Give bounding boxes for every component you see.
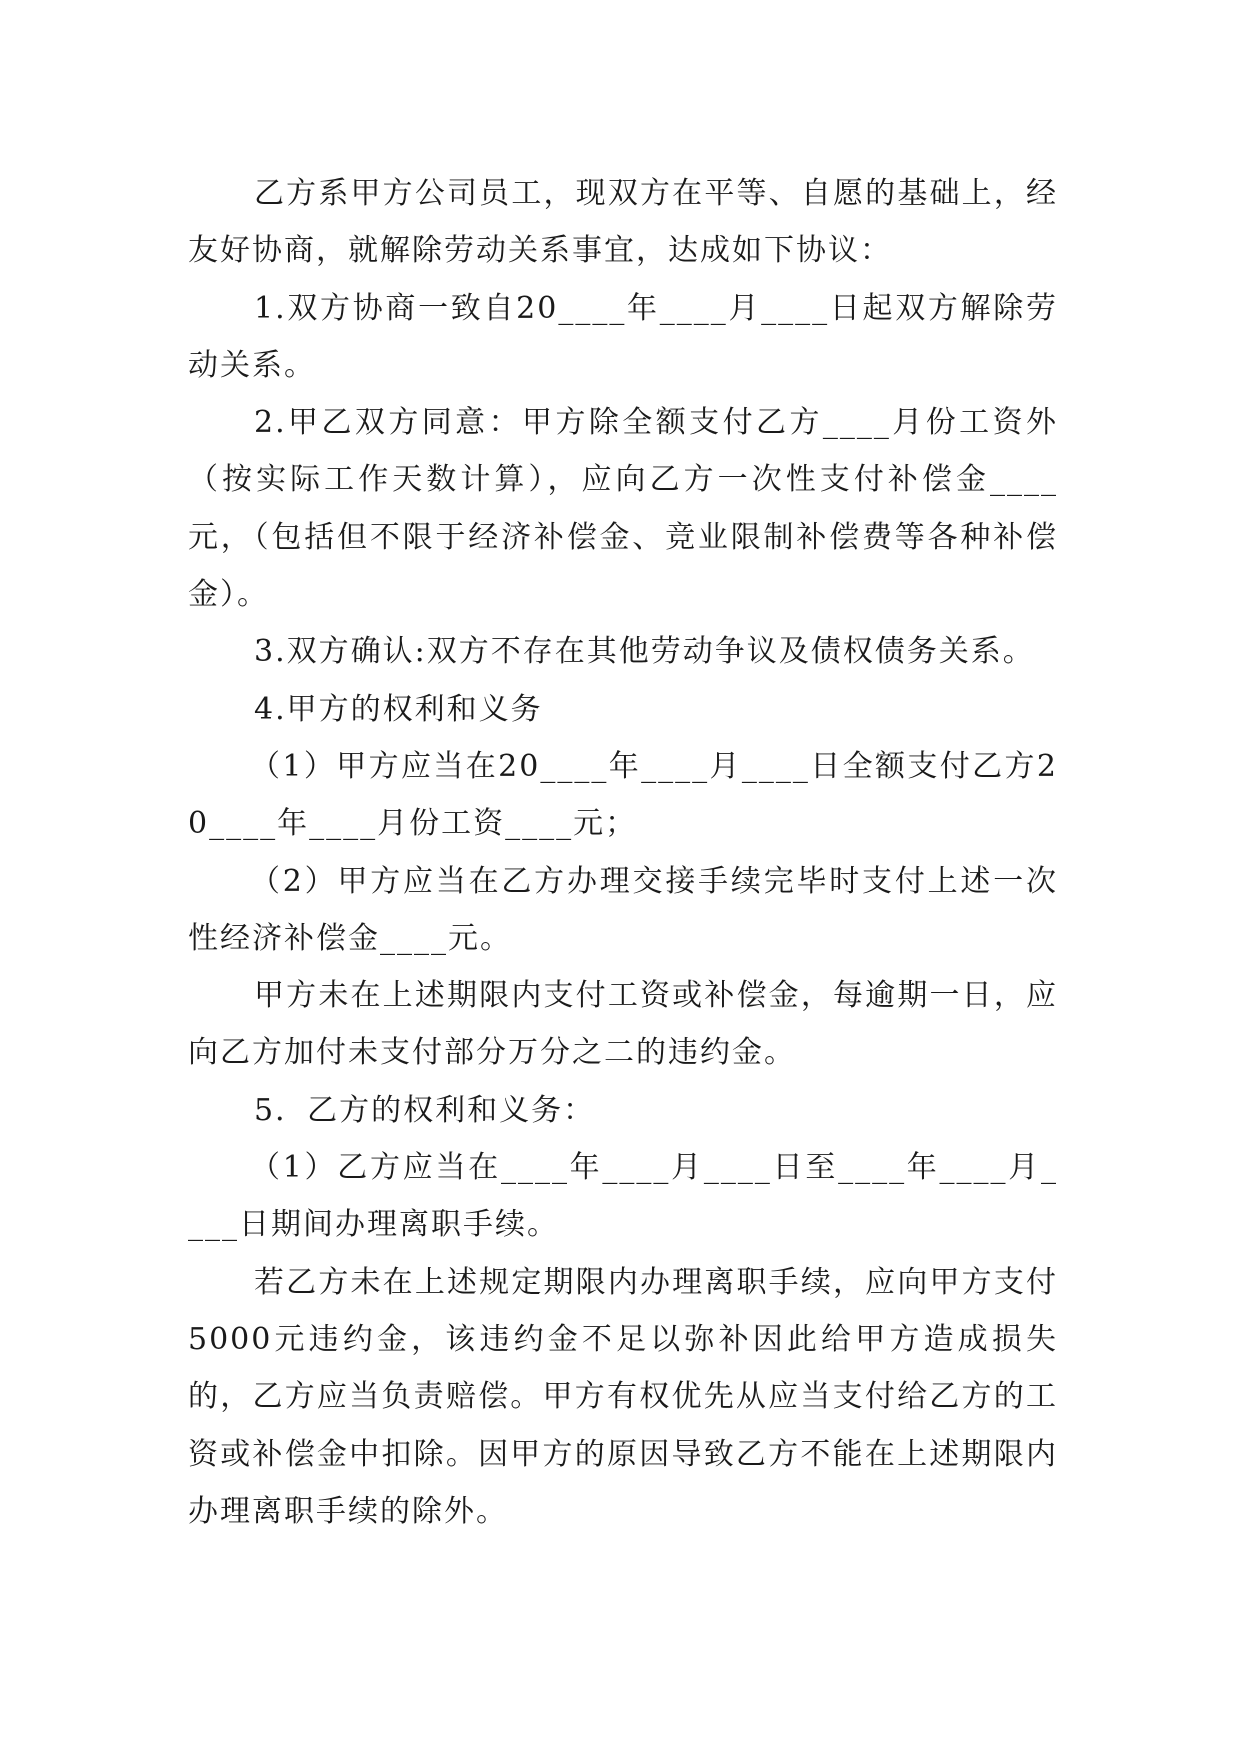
- clause-1: 1.双方协商一致自20____年____月____日起双方解除劳动关系。: [188, 290, 1058, 383]
- clause-4-item-1: （1）甲方应当在20____年____月____日全额支付乙方20____年____月份工资____元；: [188, 748, 1058, 842]
- clause-5-item-1: （1）乙方应当在____年____月____日至____年____月____日期间办理离职手续。: [188, 1150, 1058, 1243]
- clause-2: 2.甲乙双方同意：甲方除全额支付乙方____月份工资外（按实际工作天数计算），应向乙方一次性支付补偿金____元，（包括但不限于经济补偿金、竞业限制补偿费等各种补偿金）。: [188, 405, 1058, 613]
- clause-4-heading: 4.甲方的权利和义务: [254, 691, 543, 727]
- clause-4-penalty: 甲方未在上述期限内支付工资或补偿金，每逾期一日，应向乙方加付未支付部分万分之二的违约金。: [188, 978, 1058, 1071]
- document-body: [188, 165, 1058, 1540]
- clause-3: 3.双方确认:双方不存在其他劳动争议及债权债务关系。: [254, 634, 1035, 670]
- clause-5-penalty: 若乙方未在上述规定期限内办理离职手续，应向甲方支付5000元违约金，该违约金不足以弥补因此给甲方造成损失的，乙方应当负责赔偿。甲方有权优先从应当支付给乙方的工资或补偿金中扣除。因甲方的原因导致乙方不能在上述期限内办理离职手续的除外。: [188, 1264, 1058, 1529]
- clause-5-heading: 5．乙方的权利和义务：: [254, 1092, 596, 1128]
- clause-4-item-2: （2）甲方应当在乙方办理交接手续完毕时支付上述一次性经济补偿金____元。: [188, 863, 1058, 956]
- intro-paragraph: 乙方系甲方公司员工，现双方在平等、自愿的基础上，经友好协商，就解除劳动关系事宜，达成如下协议：: [188, 176, 1058, 269]
